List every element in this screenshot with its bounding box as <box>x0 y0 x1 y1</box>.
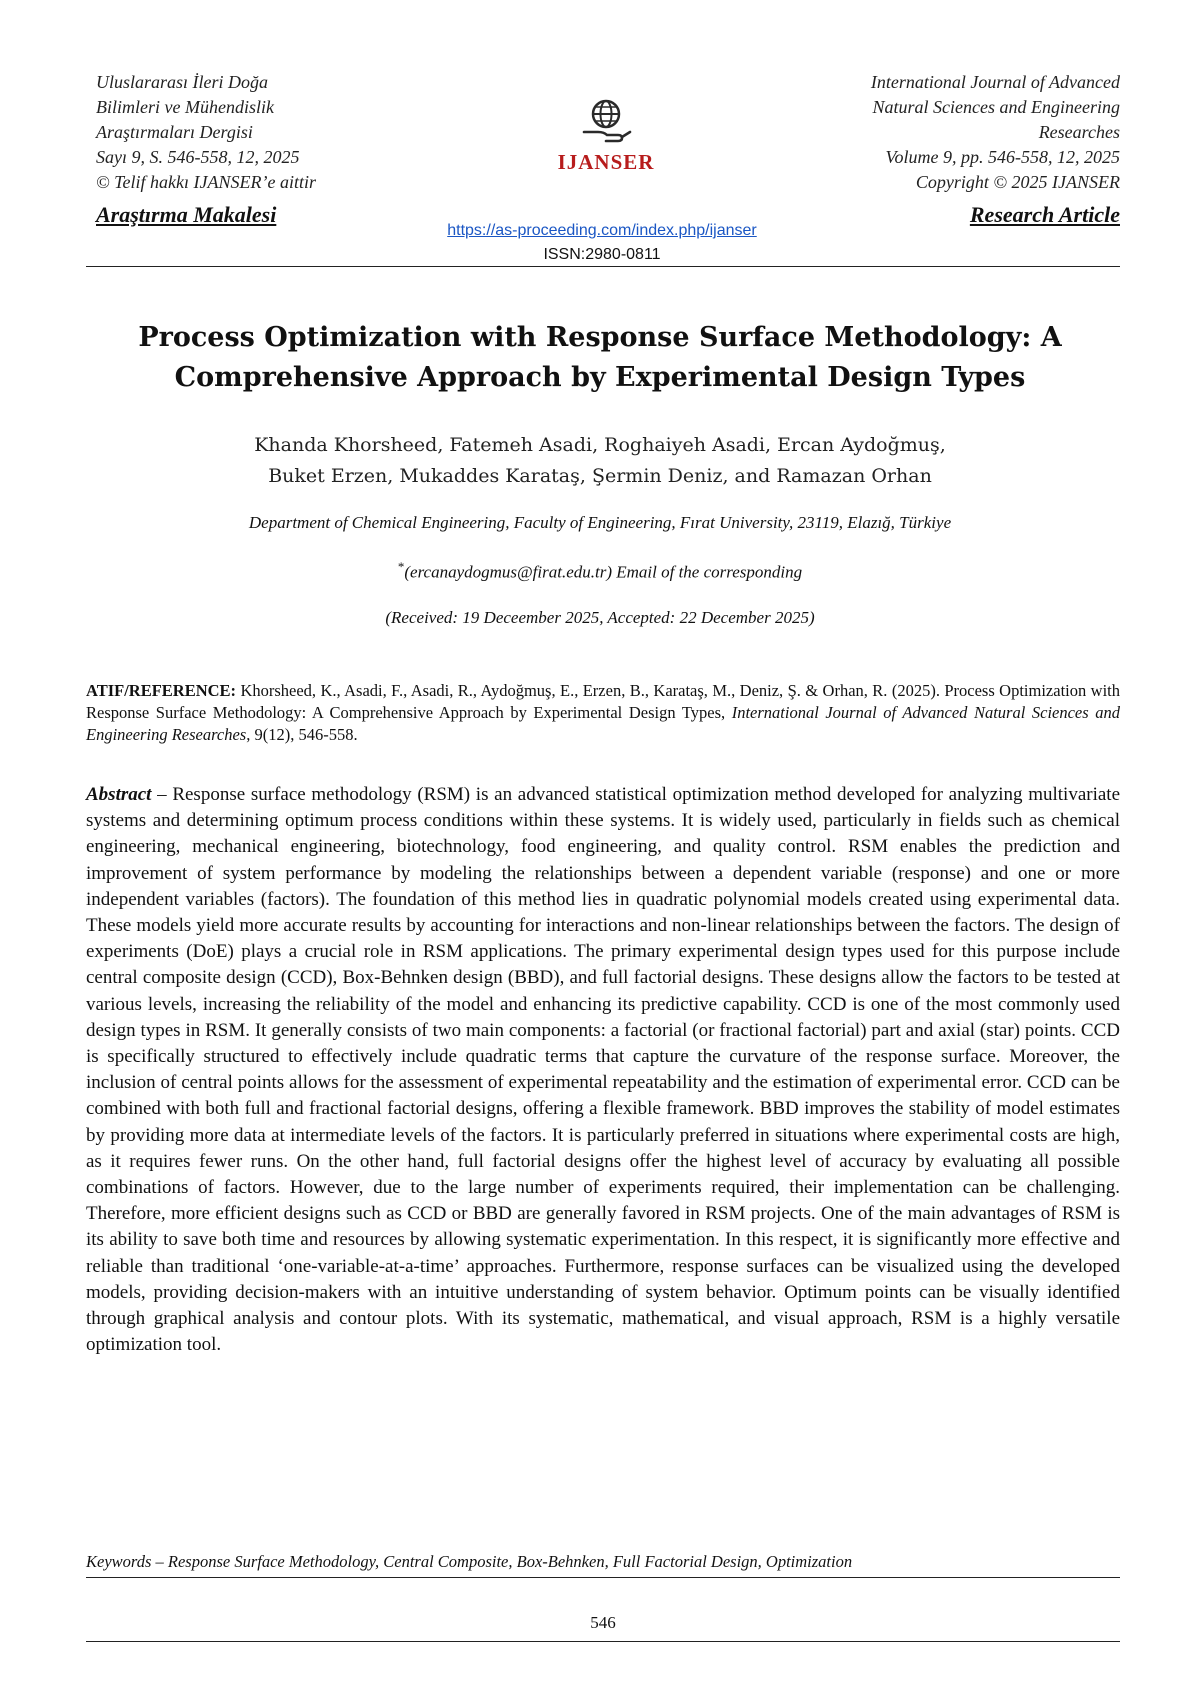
author-list <box>130 430 1070 492</box>
header-right-line: International Journal of Advanced <box>870 72 1120 92</box>
header-divider <box>86 266 1120 267</box>
header-left-line: Bilimleri ve Mühendislik <box>96 97 274 117</box>
header-left-line: © Telif hakkı IJANSER’e aittir <box>96 172 316 192</box>
keywords-divider <box>86 1577 1120 1578</box>
corresponding-mark: * <box>397 559 405 574</box>
article-type-tr: Araştırma Makalesi <box>96 202 277 227</box>
article-type-en: Research Article <box>969 202 1120 227</box>
citation-journal: International Journal of Advanced Natural Sciences and Engineering Researches <box>86 703 1120 744</box>
page-number: 546 <box>590 1613 616 1632</box>
keywords: Keywords – Response Surface Methodology, Central Composite, Box-Behnken, Full Factorial Design, Optimization <box>86 1552 853 1571</box>
author-line: Khanda Khorsheed, Fatemeh Asadi, Roghaiyeh Asadi, Ercan Aydoğmuş, <box>254 434 946 456</box>
issn: ISSN:2980-0811 <box>543 246 661 263</box>
journal-header <box>86 70 1120 270</box>
citation-label: ATIF/REFERENCE: <box>86 681 237 700</box>
affiliation: Department of Chemical Engineering, Faculty of Engineering, Fırat University, 23119, Elazığ, Türkiye <box>248 513 952 532</box>
header-left-line: Uluslararası İleri Doğa <box>96 72 269 92</box>
citation-tail: , 9(12), 546-558. <box>246 725 358 744</box>
abstract-label: Abstract <box>86 784 152 805</box>
email-text: (ercanaydogmus@firat.edu.tr) Email of the corresponding <box>404 562 803 582</box>
header-left-line: Araştırmaları Dergisi <box>96 122 253 142</box>
title-line: Process Optimization with Response Surface Methodology: A <box>138 322 1062 353</box>
header-left-block <box>96 70 316 195</box>
header-right-line: Copyright © 2025 IJANSER <box>915 172 1120 192</box>
header-right-line: Volume 9, pp. 546-558, 12, 2025 <box>885 147 1120 167</box>
corresponding-email <box>130 559 1070 583</box>
globe-hand-icon <box>576 92 636 148</box>
header-left-line: Sayı 9, S. 546-558, 12, 2025 <box>96 147 300 167</box>
abstract-text: – Response surface methodology (RSM) is an advanced statistical optimization method developed for analyzing multivariate systems and determining optimum process conditions within these systems. It is widely used, particularly in fields such as chemical engineering, mechanical engineering, biotechnology, food engineering, and quality control. RSM enables the prediction and improvement of system performance by modeling the relationships between a dependent variable (response) and one or more independent variables (factors). The foundation of this method lies in quadratic polynomial models created using experimental data. These models yield more accurate results by accounting for interactions and non-linear relationships between the factors. The design of experiments (DoE) plays a crucial role in RSM applications. The primary experimental design types used for this purpose include central composite design (CCD), Box-Behnken design (BBD), and full factorial designs. These designs allow the factors to be tested at various levels, increasing the reliability of the model and enhancing its predictive capability. CCD is one of the most commonly used design types in RSM. It generally consists of two main components: a factorial (or fractional factorial) part and axial (star) points. CCD is specifically structured to effectively include quadratic terms that capture the curvature of the response surface. Moreover, the inclusion of central points allows for the assessment of experimental repeatability and the estimation of experimental error. CCD can be combined with both full and fractional factorial designs, offering a flexible framework. BBD improves the stability of model estimates by providing more data at intermediate levels of the factors. It is particularly preferred in situations where experimental costs are high, as it requires fewer runs. On the other hand, full factorial designs offer the highest level of accuracy by evaluating all possible combinations of factors. However, due to the large number of experiments required, their implementation can be challenging. Therefore, more efficient designs such as CCD or BBD are generally favored in RSM projects. One of the main advantages of RSM is its ability to save both time and resources by allowing systematic experimentation. In this respect, it is significantly more effective and reliable than traditional ‘one-variable-at-a-time’ approaches. Furthermore, response surfaces can be visualized using the developed models, providing decision-makers with an intuitive understanding of system behavior. Optimum points can be visually identified through graphical analysis and contour plots. With its systematic, mathematical, and visual approach, RSM is a highly versatile optimization tool. <box>86 784 1120 1356</box>
journal-url-link[interactable]: https://as-proceeding.com/index.php/ijanser <box>447 222 757 239</box>
header-right-line: Researches <box>1038 122 1120 142</box>
author-line: Buket Erzen, Mukaddes Karataş, Şermin Deniz, and Ramazan Orhan <box>268 465 932 487</box>
title-line: Comprehensive Approach by Experimental Design Types <box>174 362 1026 393</box>
header-right-block <box>871 70 1120 195</box>
citation-text: Khorsheed, K., Asadi, F., Asadi, R., Aydoğmuş, E., Erzen, B., Karataş, M., Deniz, Ş. & Orhan, R. (2025). Process Optimization with Response Surface Methodology: A Comprehensive Approach by Experimental Design Types, <box>86 681 1120 722</box>
citation <box>86 680 1120 746</box>
paper-title <box>130 318 1070 398</box>
abstract <box>86 782 1120 1358</box>
footer-divider <box>86 1641 1120 1642</box>
logo-text: IJANSER <box>557 150 655 174</box>
journal-logo <box>546 92 666 192</box>
received-accepted-dates: (Received: 19 Deceember 2025, Accepted: 22 December 2025) <box>385 608 815 627</box>
header-right-line: Natural Sciences and Engineering <box>872 97 1120 117</box>
